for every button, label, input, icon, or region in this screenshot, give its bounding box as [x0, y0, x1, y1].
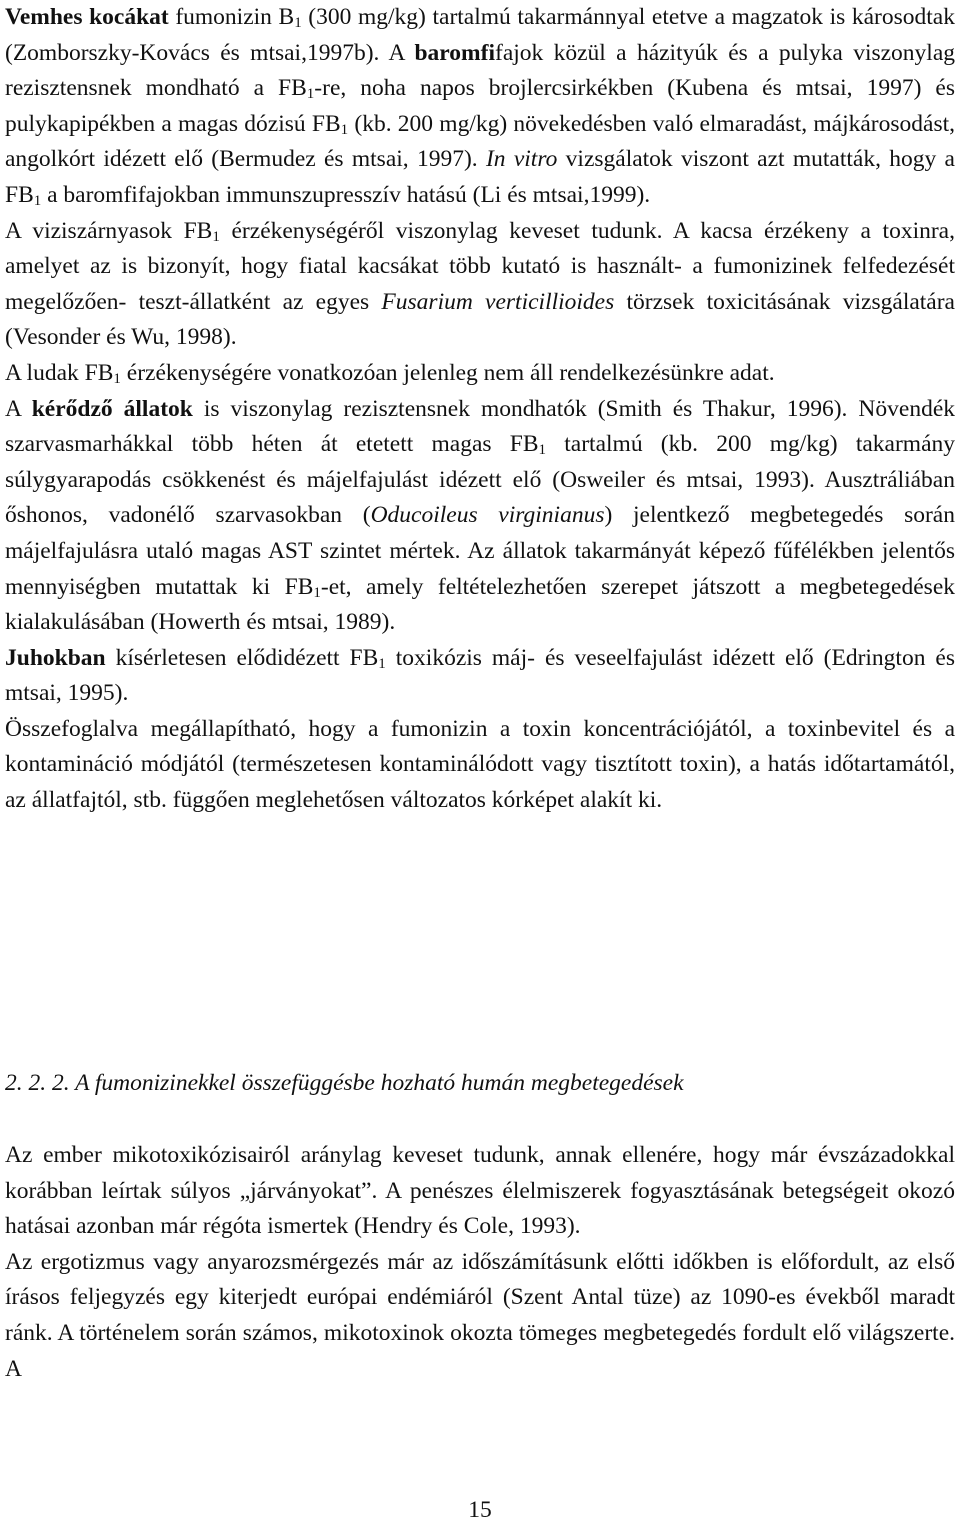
- text-run: -et, amely feltételezhetően szerepet játszott a megbetegedések kialakulásában (Howerth és mtsai, 1989).: [5, 573, 955, 636]
- page-number: 15: [468, 1497, 492, 1523]
- text-run: fumonizin B: [168, 4, 295, 30]
- text-run: Összefoglalva megállapítható, hogy a fumonizin a toxin koncentrációjától, a toxinbevitel és a kontamináció módjától (természetesen kontaminálódott vagy tisztított toxin), a hatás időtartamától, az állatfajtól, stb. függően meglehetősen változatos kórképet alakít ki.: [5, 715, 955, 814]
- text-run: a baromfifajokban immunszupresszív hatású (Li és mtsai,1999).: [41, 181, 651, 208]
- italic-term: Fusarium verticillioides: [381, 288, 615, 315]
- text-run: A viziszárnyasok FB: [5, 217, 213, 244]
- section-heading-number: 2. 2. 2.: [5, 1070, 70, 1096]
- text-run: Az ember mikotoxikózisairól aránylag keveset tudunk, annak ellenére, hogy már évszázadokkal korábban leírtak súlyos „járványokat”. A penészes élelmiszerek fogyasztásának betegségeit okozó hatásai azonban már régóta ismertek (Hendry és Cole, 1993).: [5, 1142, 955, 1240]
- subscript: 1: [378, 655, 386, 672]
- text-run: -re, noha napos brojlercsirkékben (Kubena és mtsai, 1997) és pulykapipékben a magas dózisú FB: [5, 75, 955, 137]
- text-run: kísérletesen elődidézett FB: [105, 644, 379, 671]
- paragraph: [5, 214, 955, 356]
- text-run: (kb. 200 mg/kg) növekedésben való elmaradást, májkárosodást, angolkórt idézett elő (Bermudez és mtsai, 1997).: [5, 110, 955, 173]
- text-run: vizsgálatok viszont azt mutatták, hogy a FB: [5, 146, 955, 208]
- subscript: 1: [113, 370, 121, 387]
- subscript: 1: [538, 442, 547, 459]
- section-heading: [5, 1066, 955, 1102]
- bold-term: baromfi: [414, 39, 495, 66]
- text-run: toxikózis máj- és veseelfajulást idézett elő (Edrington és mtsai, 1995).: [5, 644, 955, 707]
- text-run: ) jelentkező megbetegedés során májelfajulásra utaló magas AST szintet mértek. Az állatok takarmányát képező fűfélékben jelentős mennyiségben mutattak ki FB: [5, 502, 955, 600]
- bold-term: Juhokban: [5, 644, 106, 671]
- paragraph: [5, 1245, 955, 1387]
- paragraph: [5, 356, 955, 392]
- paragraph: [5, 1138, 955, 1245]
- text-run: érzékenységére vonatkozóan jelenleg nem áll rendelkezésünkre adat.: [120, 359, 775, 386]
- subscript: 1: [294, 15, 302, 31]
- text-run: fajok közül a házityúk és a pulyka viszonylag rezisztensnek mondható a FB: [5, 39, 956, 102]
- paragraph: [5, 392, 955, 641]
- subscript: 1: [313, 584, 321, 601]
- italic-term: Oducoileus virginianus: [370, 502, 605, 529]
- text-run: (300 mg/kg) tartalmú takarmánnyal etetve a magzatok is károsodtak (Zomborszky-Kovács és mtsai,1997b). A: [5, 4, 955, 66]
- paragraph: [5, 641, 955, 712]
- paragraph: [5, 0, 955, 214]
- subscript: 1: [212, 228, 220, 245]
- italic-term: In vitro: [485, 146, 558, 173]
- subscript: 1: [340, 121, 349, 138]
- bold-term: Vemhes kocákat: [5, 4, 169, 30]
- text-run: is viszonylag rezisztensnek mondhatók (Smith és Thakur, 1996). Növendék szarvasmarhákkal több héten át etetett magas FB: [5, 395, 956, 458]
- text-run: Az ergotizmus vagy anyarozsmérgezés már az időszámításunk előtti időkben is előfordult, az első írásos feljegyzés egy kiterjedt európai endémiáról (Szent Antal tüze) az 1090-es évekből maradt ránk. A történelem során számos, mikotoxinok okozta tömeges megbetegedés fordult elő világszerte. A: [5, 1248, 955, 1382]
- text-run: A: [5, 395, 32, 422]
- bold-term: kérődző állatok: [31, 395, 193, 422]
- text-run: érzékenységéről viszonylag keveset tudunk. A kacsa érzékeny a toxinra, amelyet az is bizonyít, hogy fiatal kacsákat több kutató is használt- a fumonizinek felfedezését megelőzően- teszt-állatként az egyes: [5, 217, 955, 315]
- text-run: A ludak FB: [5, 359, 114, 386]
- text-run: tartalmú (kb. 200 mg/kg) takarmány súlygyarapodás csökkenést és májelfajulást idézett elő (Osweiler és mtsai, 1993). Ausztráliában őshonos, vadonélő szarvasokban (: [5, 431, 955, 529]
- subscript: 1: [33, 192, 42, 209]
- body-text-section-2: [5, 1138, 955, 1387]
- subscript: 1: [306, 86, 315, 103]
- text-run: törzsek toxicitásának vizsgálatára (Vesonder és Wu, 1998).: [5, 288, 955, 351]
- section-heading-title: A fumonizinekkel összefüggésbe hozható humán megbetegedések: [75, 1070, 684, 1096]
- paragraph: [5, 712, 955, 819]
- body-text-section-1: [5, 0, 955, 819]
